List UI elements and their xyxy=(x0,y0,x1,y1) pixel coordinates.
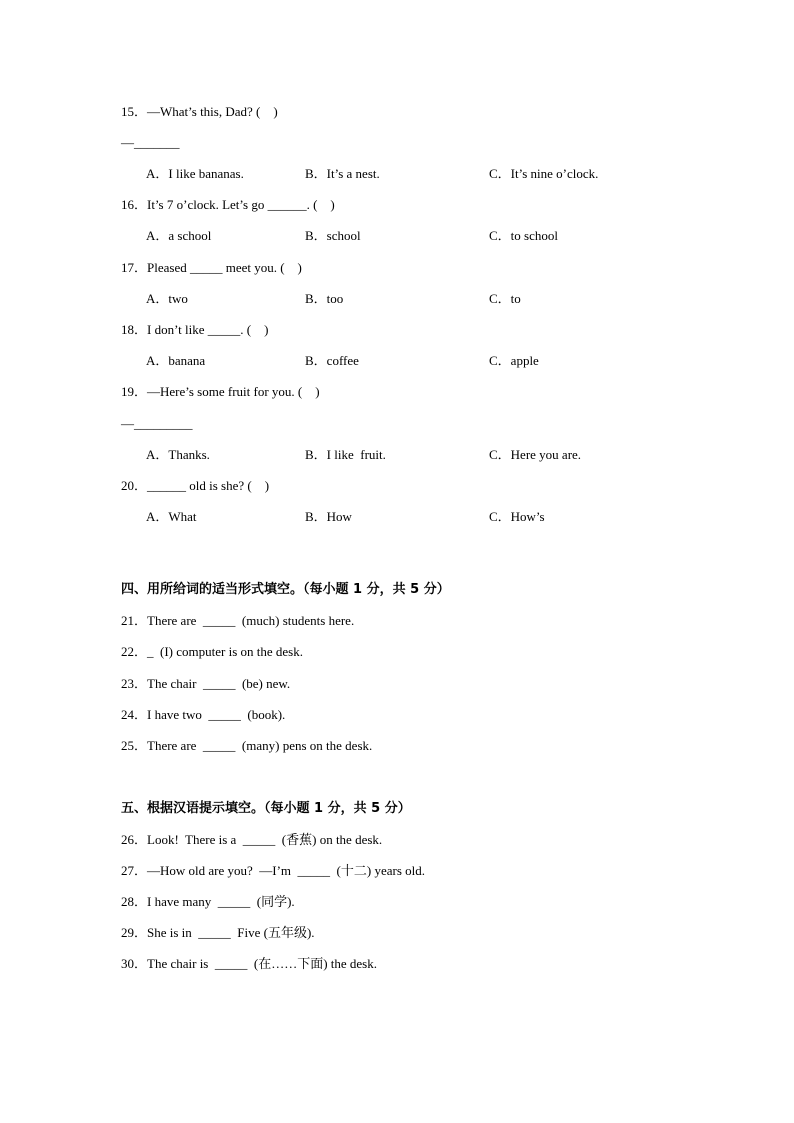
question-19-answer-line: —_________ xyxy=(121,416,193,431)
question-23: 23．The chair _____ (be) new. xyxy=(121,676,291,691)
question-20-option-c: C．How’s xyxy=(489,509,545,524)
question-26: 26．Look! There is a _____ (香蕉) on the desk. xyxy=(121,832,383,847)
section-4-heading: 四、用所给词的适当形式填空。（每小题 1 分，共 5 分） xyxy=(121,582,450,597)
question-19-stem: 19．—Here’s some fruit for you. ( ) xyxy=(121,384,320,399)
question-20-option-a: A．What xyxy=(146,509,197,524)
question-25: 25．There are _____ (many) pens on the desk. xyxy=(121,738,373,753)
question-16-option-c: C．to school xyxy=(489,228,558,243)
question-30: 30．The chair is _____ (在……下面) the desk. xyxy=(121,956,377,971)
section-5-heading: 五、根据汉语提示填空。（每小题 1 分，共 5 分） xyxy=(121,801,411,816)
question-15-answer-line: —_______ xyxy=(121,135,180,150)
question-20-stem: 20．______ old is she? ( ) xyxy=(121,478,270,493)
question-17-option-b: B．too xyxy=(305,291,344,306)
question-19-option-c: C．Here you are. xyxy=(489,447,582,462)
question-15-option-a: A．I like bananas. xyxy=(146,166,244,181)
question-20-option-b: B．How xyxy=(305,509,352,524)
question-19-option-b: B．I like fruit. xyxy=(305,447,386,462)
question-18-option-c: C．apple xyxy=(489,353,539,368)
question-16-option-a: A．a school xyxy=(146,228,212,243)
question-28: 28．I have many _____ (同学). xyxy=(121,894,295,909)
question-24: 24．I have two _____ (book). xyxy=(121,707,286,722)
question-18-option-a: A．banana xyxy=(146,353,206,368)
question-17-option-c: C．to xyxy=(489,291,521,306)
question-16-stem: 16．It’s 7 o’clock. Let’s go ______. ( ) xyxy=(121,197,335,212)
question-18-stem: 18．I don’t like _____. ( ) xyxy=(121,322,269,337)
question-22: 22．_ (I) computer is on the desk. xyxy=(121,644,303,659)
question-18-option-b: B．coffee xyxy=(305,353,359,368)
question-15-stem: 15．—What’s this, Dad? ( ) xyxy=(121,104,278,119)
question-19-option-a: A．Thanks. xyxy=(146,447,210,462)
question-17-option-a: A．two xyxy=(146,291,188,306)
question-15-option-c: C．It’s nine o’clock. xyxy=(489,166,599,181)
question-17-stem: 17．Pleased _____ meet you. ( ) xyxy=(121,260,302,275)
question-29: 29．She is in _____ Five (五年级). xyxy=(121,925,315,940)
question-21: 21．There are _____ (much) students here. xyxy=(121,613,355,628)
question-27: 27．—How old are you? —I’m _____ (十二) years old. xyxy=(121,863,425,878)
question-15-option-b: B．It’s a nest. xyxy=(305,166,380,181)
question-16-option-b: B．school xyxy=(305,228,361,243)
